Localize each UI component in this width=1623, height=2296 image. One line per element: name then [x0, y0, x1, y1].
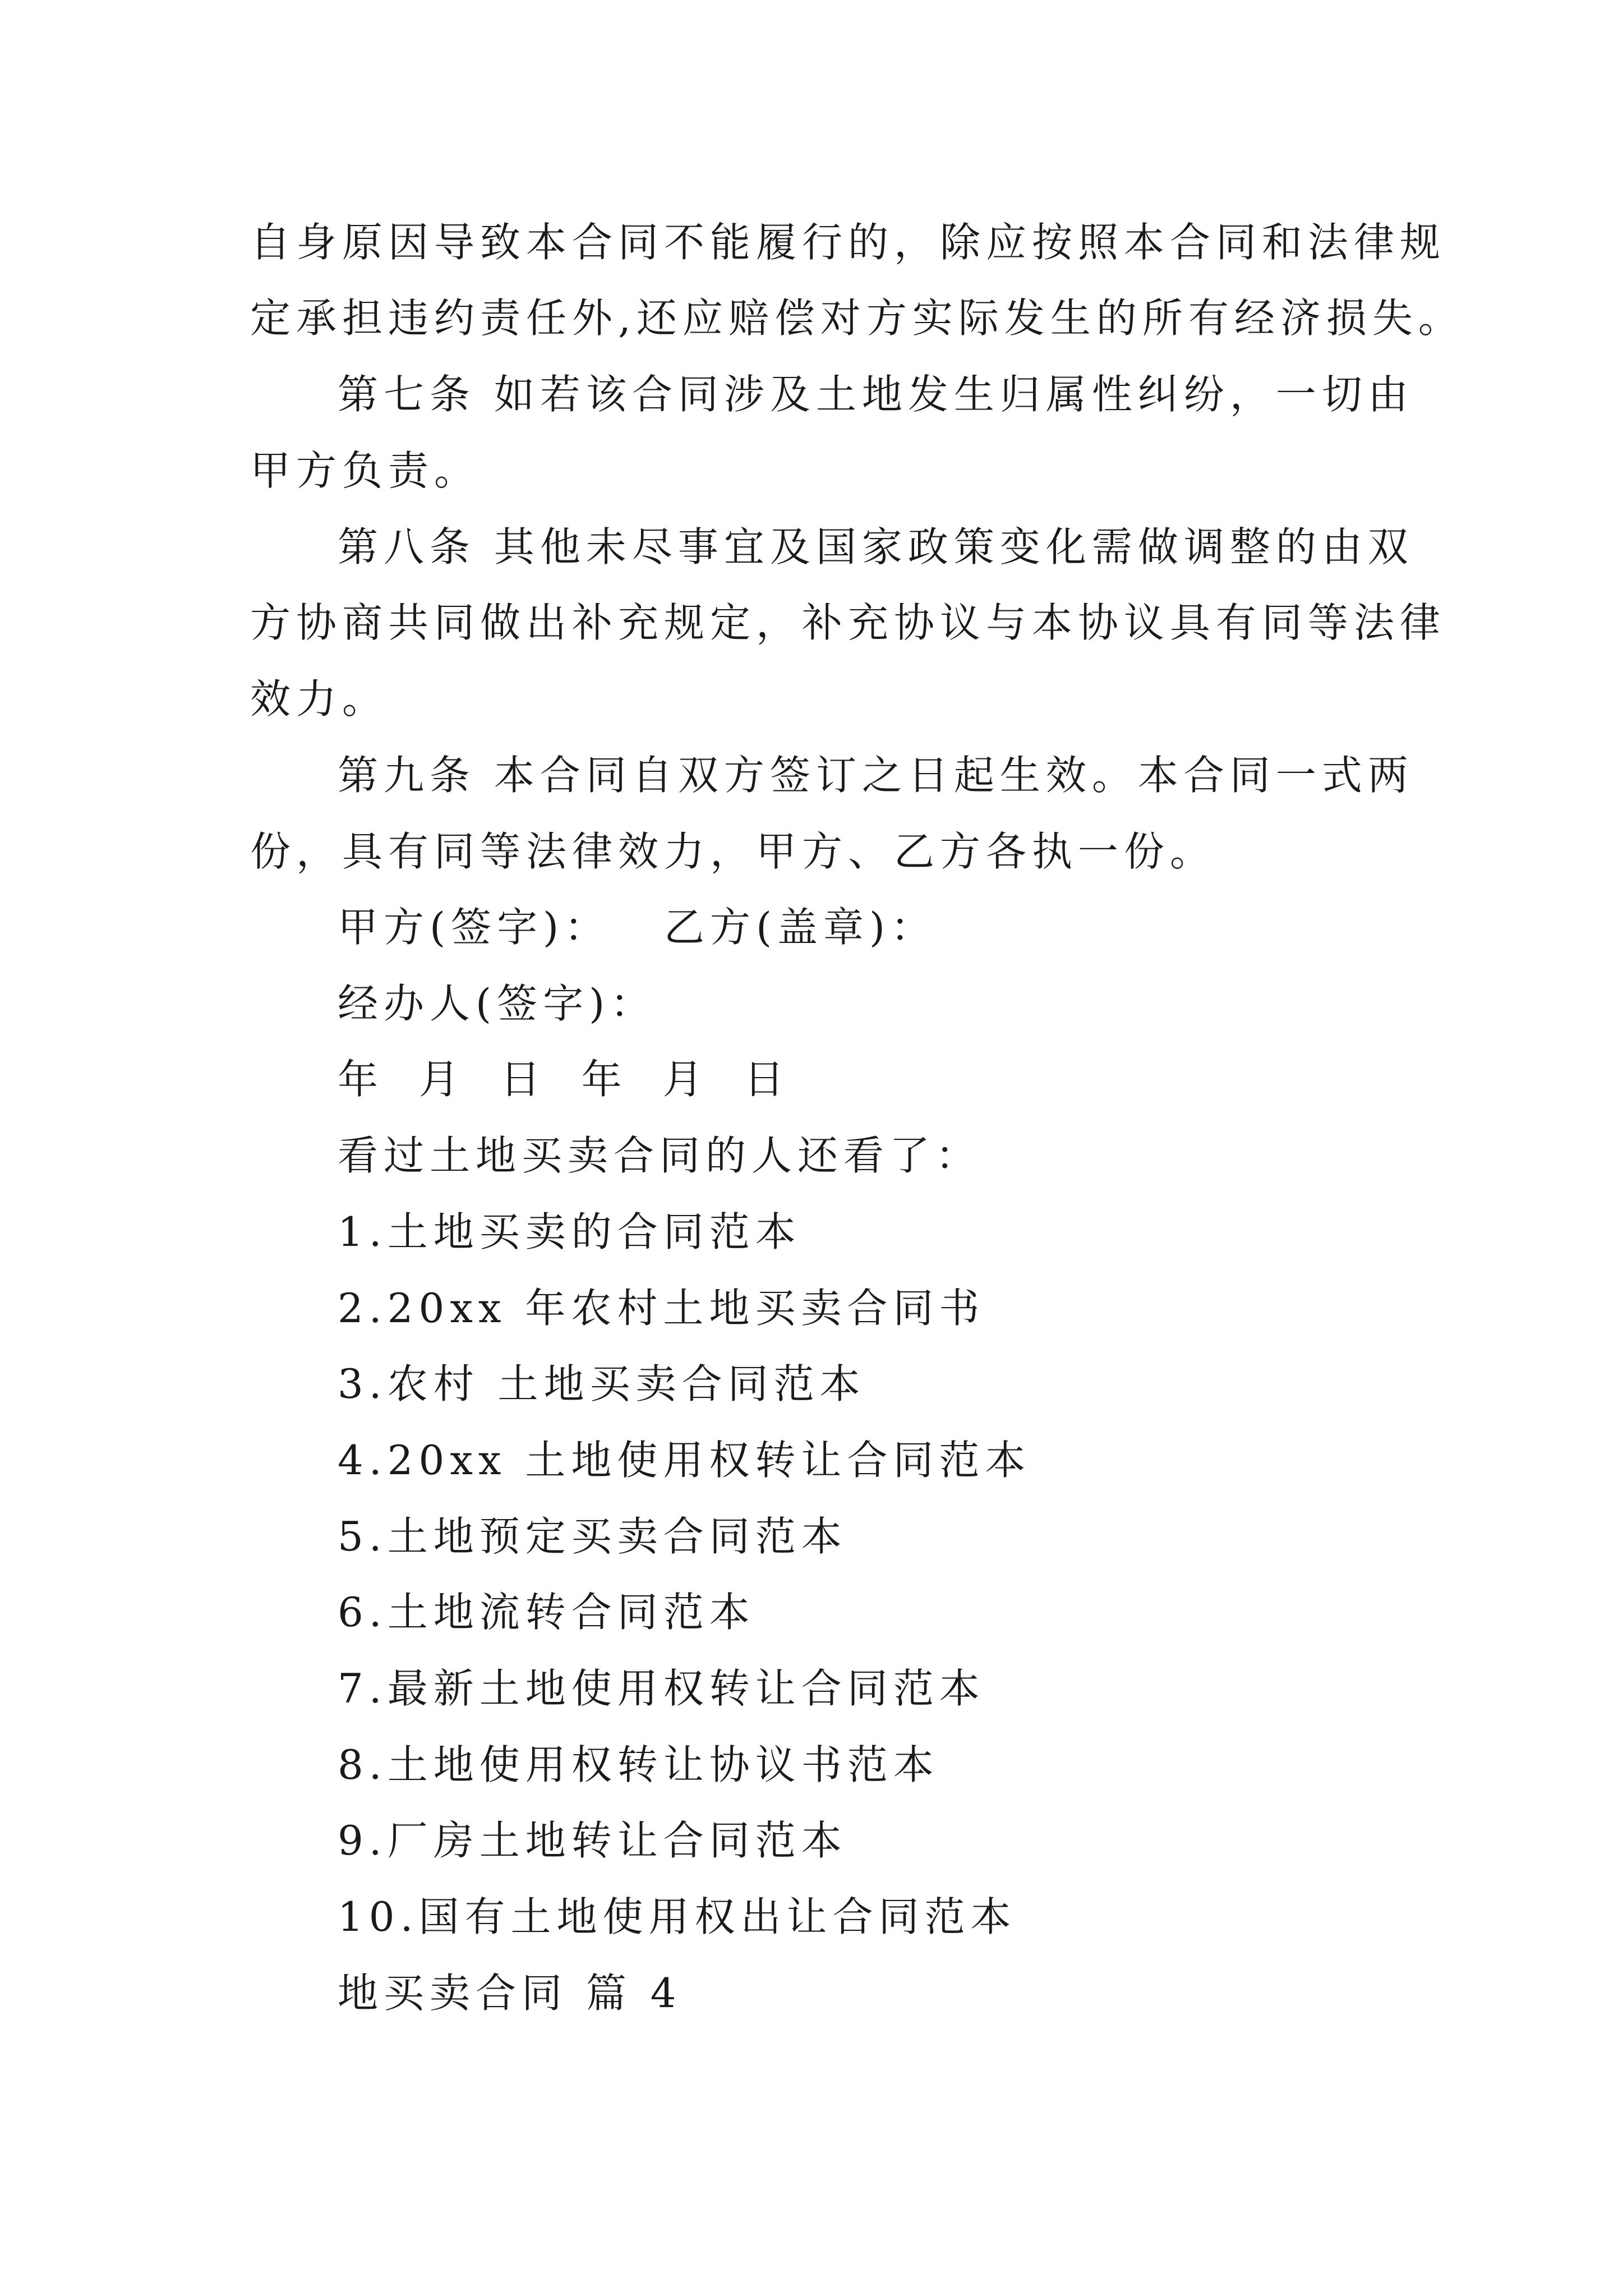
related-heading: 看过土地买卖合同的人还看了：: [338, 1132, 982, 1179]
section-title: 地买卖合同 篇 4: [338, 1970, 682, 2017]
party-b-seal-label: 乙方(盖章)：: [663, 904, 937, 951]
text-line: 第八条 其他未尽事宜及国家政策变化需做调整的由双: [338, 523, 1414, 570]
signature-dates: 年 月 日 年 月 日: [338, 1056, 790, 1103]
related-link[interactable]: 3.农村 土地买卖合同范本: [338, 1360, 866, 1407]
text-line: 自身原因导致本合同不能履行的，除应按照本合同和法律规: [250, 219, 1446, 266]
related-link[interactable]: 2.20xx 年农村土地买卖合同书: [338, 1285, 985, 1332]
party-a-signature-label: 甲方(签字)：: [338, 904, 611, 951]
related-link[interactable]: 7.最新土地使用权转让合同范本: [338, 1665, 985, 1712]
text-line: 份，具有同等法律效力，甲方、乙方各执一份。: [250, 828, 1216, 875]
related-link[interactable]: 8.土地使用权转让协议书范本: [338, 1741, 939, 1788]
related-link[interactable]: 1.土地买卖的合同范本: [338, 1208, 801, 1255]
text-line: 第七条 如若该合同涉及土地发生归属性纠纷，一切由: [338, 371, 1414, 418]
related-link[interactable]: 6.土地流转合同范本: [338, 1589, 755, 1636]
text-line: 效力。: [250, 675, 389, 723]
related-link[interactable]: 10.国有土地使用权出让合同范本: [338, 1893, 1017, 1940]
signature-parties-line: [338, 904, 937, 951]
text-line: 第九条 本合同自双方签订之日起生效。本合同一式两: [338, 752, 1414, 799]
related-link[interactable]: 5.土地预定买卖合同范本: [338, 1513, 847, 1560]
related-link[interactable]: 4.20xx 土地使用权转让合同范本: [338, 1437, 1031, 1484]
text-line: 甲方负责。: [250, 447, 481, 494]
text-line: 方协商共同做出补充规定，补充协议与本协议具有同等法律: [250, 599, 1446, 646]
agent-signature-label: 经办人(签字)：: [338, 980, 657, 1027]
text-line: 定承担违约责任外,还应赔偿对方实际发生的所有经济损失。: [250, 295, 1464, 342]
related-link[interactable]: 9.厂房土地转让合同范本: [338, 1817, 847, 1864]
